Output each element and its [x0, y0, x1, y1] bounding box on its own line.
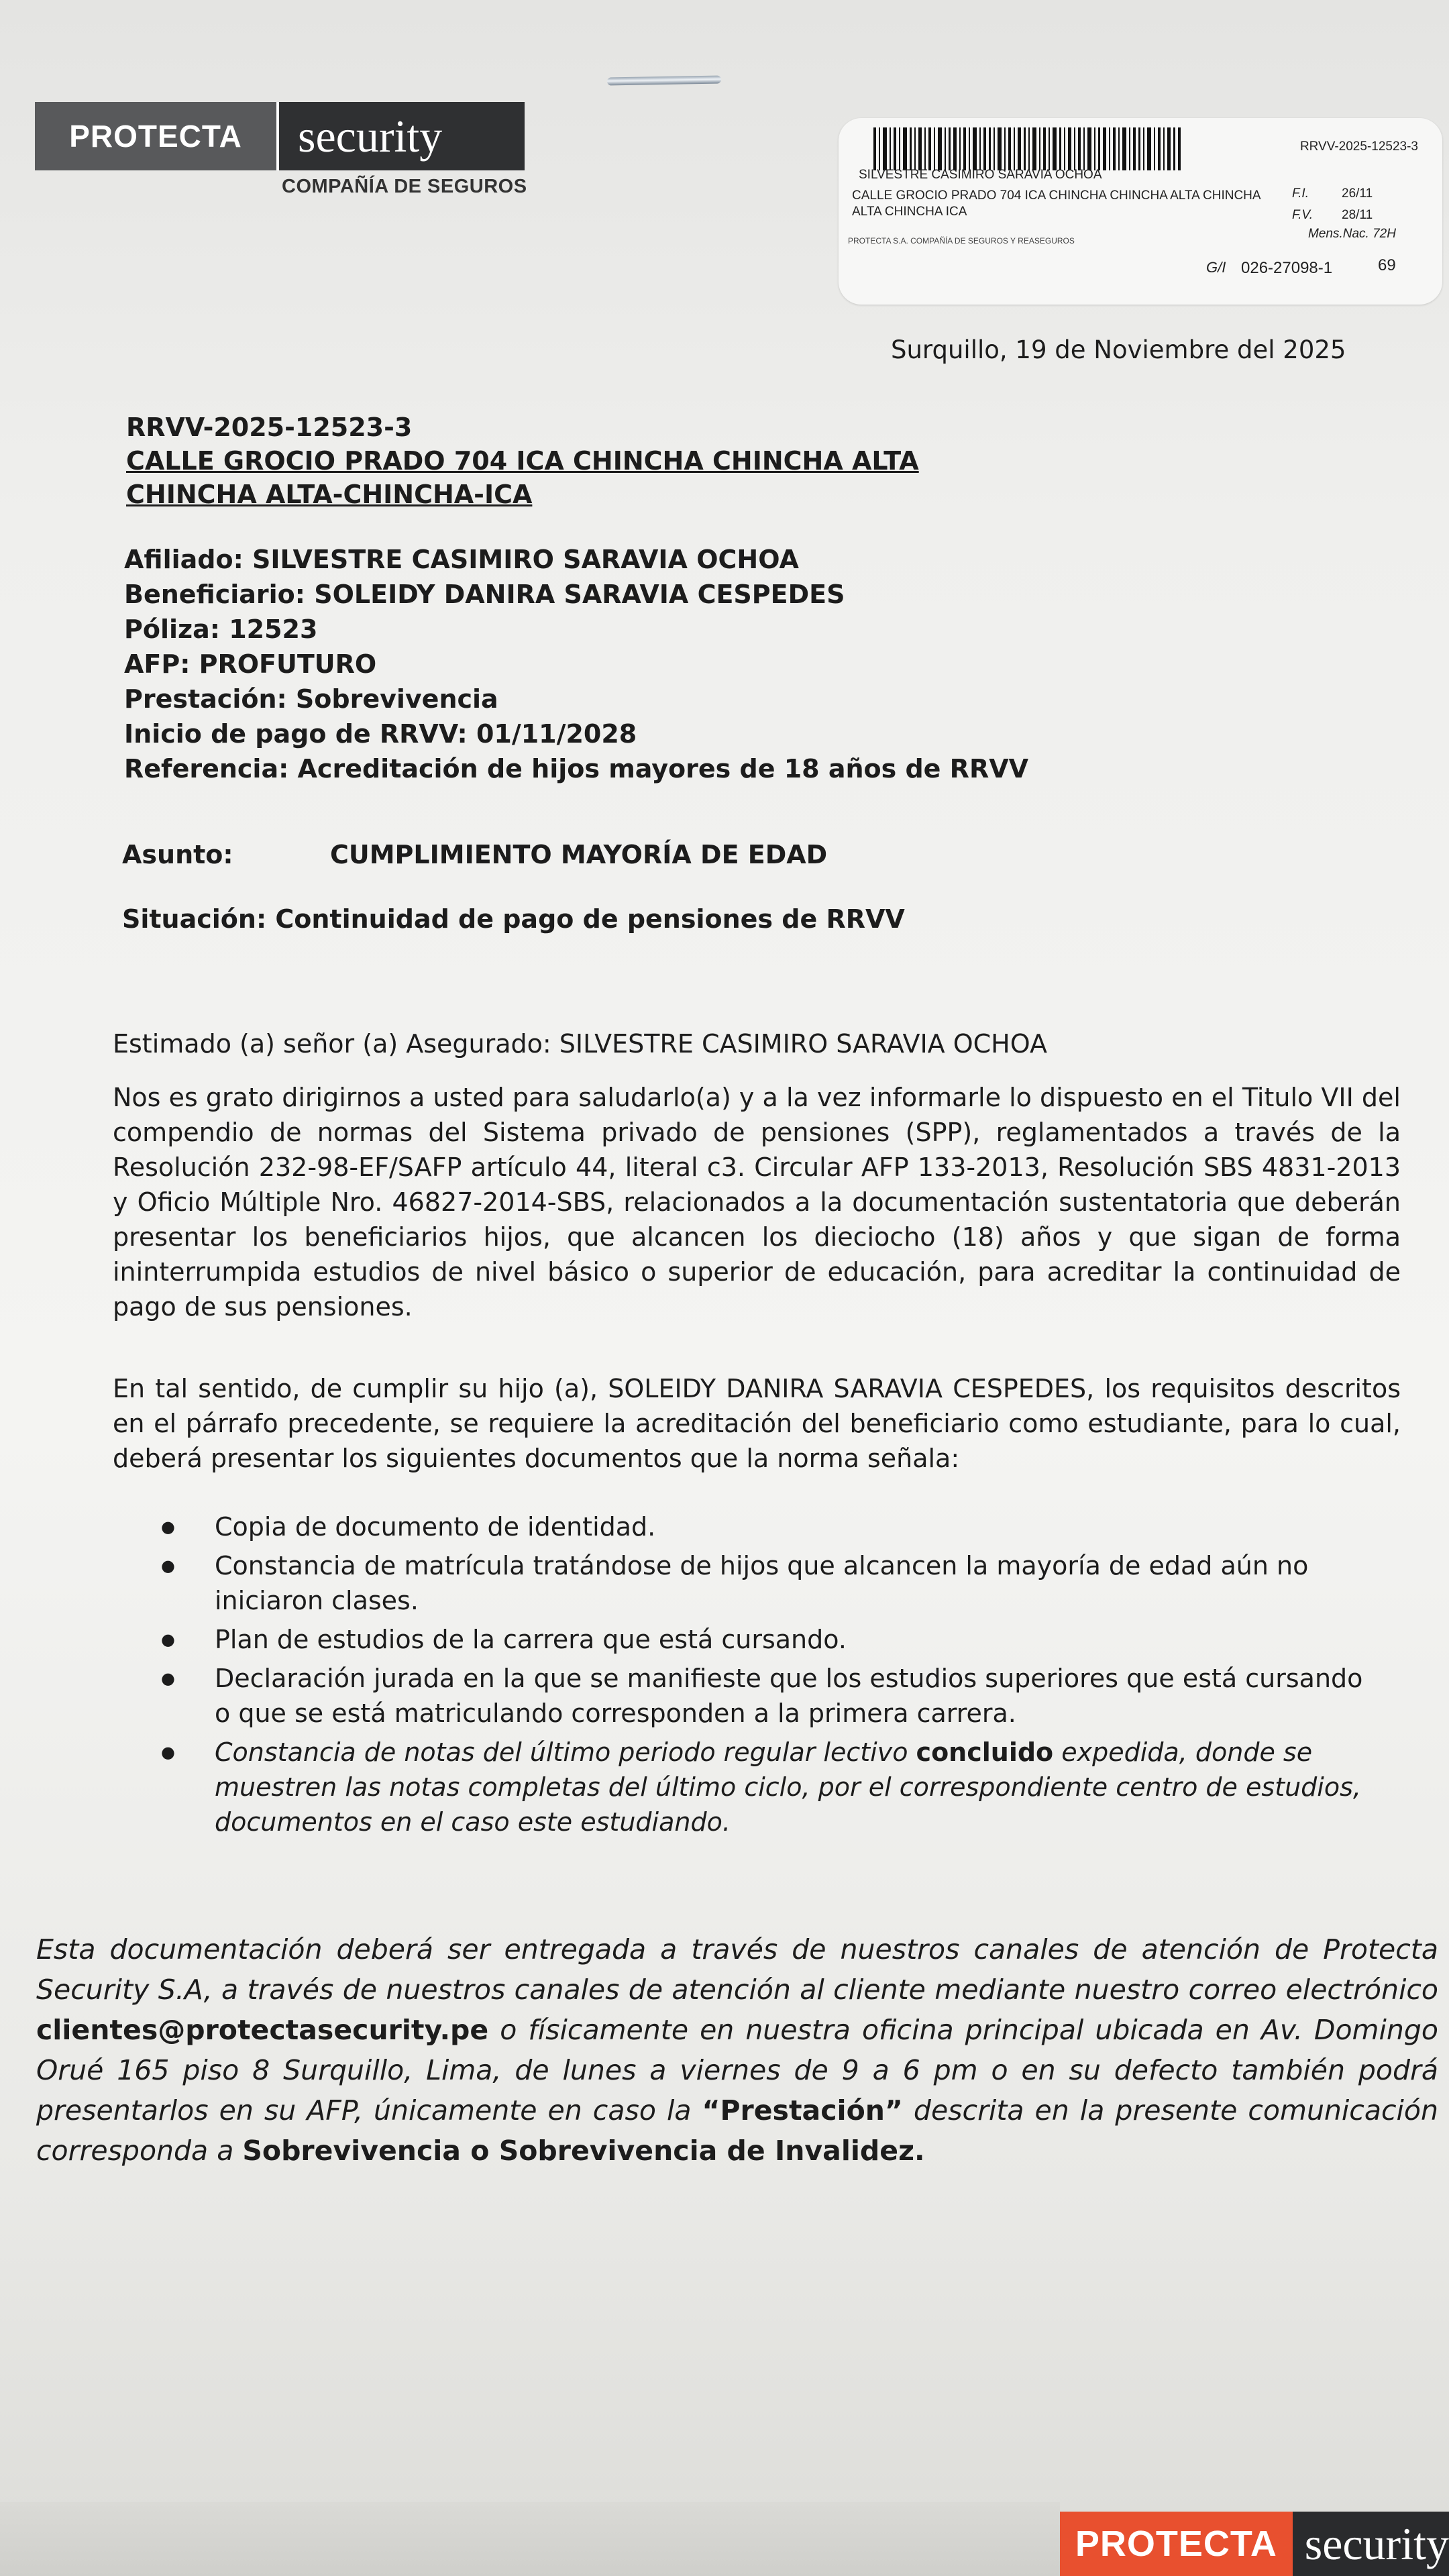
inicio-pago-line: Inicio de pago de RRVV: 01/11/2028: [124, 719, 637, 749]
requirements-list: [161, 1509, 1382, 1843]
greeting: Estimado (a) señor (a) Asegurado: SILVESTRE CASIMIRO SARAVIA OCHOA: [113, 1029, 1047, 1059]
list-item: [161, 1735, 1382, 1839]
label-company: PROTECTA S.A. COMPAÑÍA DE SEGUROS Y REASEGUROS: [848, 236, 1075, 246]
label-gi-caption: G/I: [1206, 259, 1226, 276]
paragraph-2: En tal sentido, de cumplir su hijo (a), SOLEIDY DANIRA SARAVIA CESPEDES, los requisitos descritos en el párrafo precedente, se requiere la acreditación del beneficiario como estudiante, para lo cual, deberá presentar los siguientes documentos que la norma señala:: [113, 1374, 1401, 1473]
logo-security-text: security: [276, 102, 525, 170]
bullet5-text-end: expedida, donde se muestren las notas completas del último ciclo, por el correspondiente centro de estudios, documentos en el caso este estudiando.: [215, 1737, 1361, 1837]
letter-date: Surquillo, 19 de Noviembre del 2025: [891, 335, 1346, 364]
list-item: ● Declaración jurada en la que se manifieste que los estudios superiores que está cursando o que se está matriculando corresponden a la primera carrera.: [161, 1661, 1382, 1731]
contact-email-link[interactable]: clientes@protectasecurity.pe: [36, 2014, 489, 2046]
logo-subtitle: COMPAÑÍA DE SEGUROS: [282, 176, 527, 197]
asunto-value: CUMPLIMIENTO MAYORÍA DE EDAD: [330, 840, 828, 869]
list-item: ● Constancia de matrícula tratándose de hijos que alcancen la mayoría de edad aún no iniciaron clases.: [161, 1548, 1382, 1618]
footer-security-text: security: [1293, 2512, 1449, 2576]
barcode-icon: [873, 127, 1182, 170]
prestacion-line: Prestación: Sobrevivencia: [124, 684, 498, 714]
closing-text-1: Esta documentación deberá ser entregada a través de nuestros canales de atención de Protecta Security S.A, a través de nuestros canales de atención al cliente mediante nuestro correo electrónico: [36, 1933, 1438, 2006]
label-mens-nac: Mens.Nac. 72H: [1308, 227, 1396, 241]
bullet5-bold: concluido: [916, 1737, 1054, 1767]
list-item: ● Plan de estudios de la carrera que está cursando.: [161, 1622, 1382, 1657]
label-fi-caption: F.I.: [1292, 186, 1309, 201]
protecta-security-logo: [35, 102, 525, 170]
footer-logo: [1060, 2512, 1449, 2576]
footer-band: [0, 2502, 1060, 2576]
asunto-label: Asunto:: [122, 840, 233, 869]
situacion-line: Situación: Continuidad de pago de pensiones de RRVV: [122, 904, 905, 934]
closing-prestacion: “Prestación”: [702, 2094, 903, 2127]
bullet5-text-start: Constancia de notas del último periodo regular lectivo: [215, 1737, 916, 1767]
address-line-1: CALLE GROCIO PRADO 704 ICA CHINCHA CHINCHA ALTA: [126, 446, 919, 476]
closing-text-3: descrita en la presente comunicación corresponda a: [36, 2094, 1438, 2167]
footer-protecta-text: PROTECTA: [1060, 2512, 1293, 2576]
reference-code: RRVV-2025-12523-3: [126, 413, 413, 442]
label-fv-caption: F.V.: [1292, 208, 1313, 222]
policy-details: [124, 542, 1028, 786]
label-number: 69: [1378, 256, 1396, 274]
poliza-line: Póliza: 12523: [124, 614, 318, 644]
afp-line: AFP: PROFUTURO: [124, 649, 377, 679]
list-item: ● Copia de documento de identidad.: [161, 1509, 1382, 1544]
label-fi-value: 26/11: [1342, 186, 1373, 201]
referencia-line: Referencia: Acreditación de hijos mayores de 18 años de RRVV: [124, 754, 1029, 784]
paragraph-1: Nos es grato dirigirnos a usted para saludarlo(a) y a la vez informarle lo dispuesto en el Titulo VII del compendio de normas del Sistema privado de pensiones (SPP), reglamentados a través de la Resolución 232-98-EF/SAFP artículo 44, literal c3. Circular AFP 133-2013, Resolución SBS 4831-2013 y Oficio Múltiple Nro. 46827-2014-SBS, relacionados a la documentación sustentatoria que deberán presentar los beneficiarios hijos, que alcancen los dieciocho (18) años y que sigan de forma ininterrumpida estudios de nivel básico o superior de educación, para acreditar la continuidad de pago de sus pensiones.: [113, 1083, 1401, 1322]
address-line-2: CHINCHA ALTA-CHINCHA-ICA: [126, 480, 533, 509]
afiliado-line: Afiliado: SILVESTRE CASIMIRO SARAVIA OCHOA: [124, 545, 799, 574]
closing-paragraph: [36, 1929, 1438, 2171]
label-fv-value: 28/11: [1342, 208, 1373, 222]
logo-protecta-text: PROTECTA: [69, 119, 242, 154]
label-address: CALLE GROCIO PRADO 704 ICA CHINCHA CHINCHA ALTA CHINCHA ALTA CHINCHA ICA: [852, 189, 1260, 219]
beneficiario-line: Beneficiario: SOLEIDY DANIRA SARAVIA CESPEDES: [124, 580, 845, 609]
label-gi-value: 026-27098-1: [1241, 259, 1333, 277]
closing-bold-end: Sobrevivencia o Sobrevivencia de Invalidez.: [242, 2135, 925, 2167]
label-reference-code: RRVV-2025-12523-3: [1299, 140, 1418, 154]
label-recipient-name: SILVESTRE CASIMIRO SARAVIA OCHOA: [859, 168, 1102, 182]
mailing-label: [839, 118, 1442, 305]
recipient-block: [126, 411, 919, 511]
closing-text-2: o físicamente en nuestra oficina principal ubicada en Av. Domingo Orué 165 piso 8 Surquillo, Lima, de lunes a viernes de 9 a 6 pm o en su defecto también podrá presentarlos en su AFP, únicamente en caso la: [36, 2014, 1438, 2127]
